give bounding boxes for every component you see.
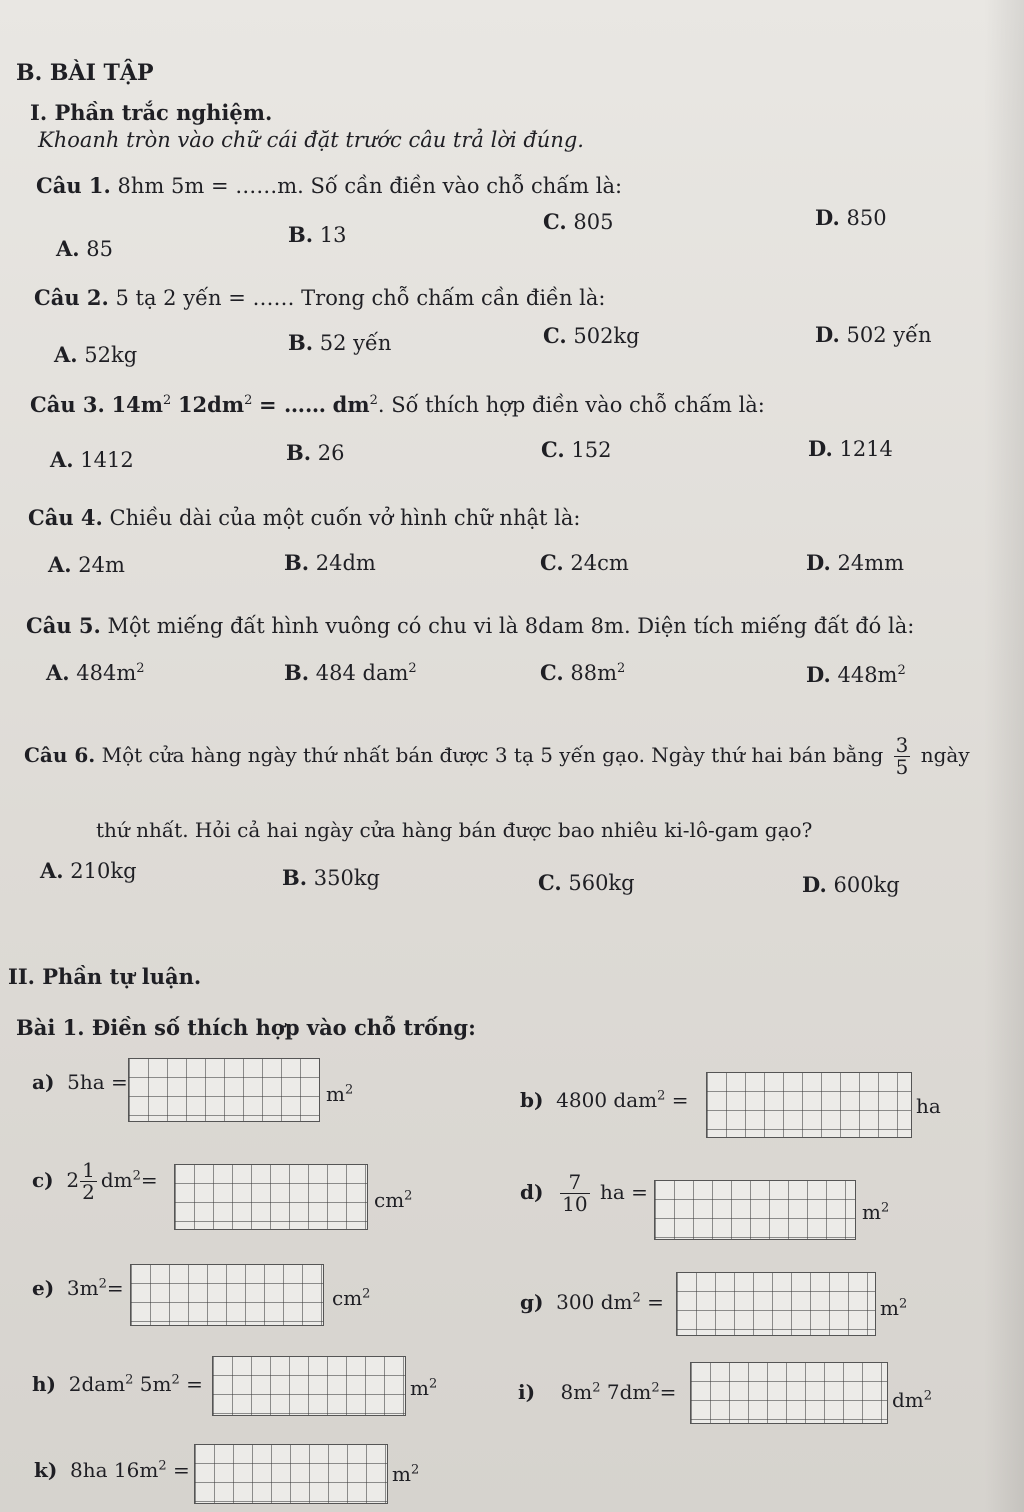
question-5 — [26, 613, 914, 638]
question-4-label: Câu 4. — [28, 505, 103, 530]
item-g-unit: $m^2$ — [880, 1296, 908, 1320]
item-k-unit: $m^2$ — [392, 1462, 420, 1486]
item-d-expression: d) $\frac{7}{10}$ ha = — [520, 1170, 648, 1216]
item-b-answer-grid[interactable] — [706, 1072, 912, 1138]
item-g-expression: g) 300 $dm^2$ = — [520, 1290, 664, 1314]
q4-option-c[interactable]: C. 24cm — [540, 550, 629, 575]
item-k-answer-grid[interactable] — [194, 1444, 388, 1504]
question-2 — [34, 285, 605, 310]
item-c-answer-grid[interactable] — [174, 1164, 368, 1230]
q3-option-d[interactable]: D. 1214 — [808, 436, 893, 461]
fraction-one-half: $\frac{1}{2}$ — [82, 1158, 95, 1204]
question-1-expression: 8hm 5m = ……m. — [117, 174, 304, 198]
q6-option-c[interactable]: C. 560kg — [538, 870, 635, 895]
item-i-answer-grid[interactable] — [690, 1362, 888, 1424]
q2-option-a[interactable]: A. 52kg — [54, 342, 138, 367]
question-3: Câu 3. $14m^2$ $12dm^2$ = …… $dm^2$. Số thích hợp điền vào chỗ chấm là: — [30, 392, 765, 417]
item-i-unit: $dm^2$ — [892, 1388, 933, 1412]
question-6-continuation: thứ nhất. Hỏi cả hai ngày cửa hàng bán được bao nhiêu ki-lô-gam gạo? — [96, 818, 813, 842]
item-a-answer-grid[interactable] — [128, 1058, 320, 1122]
question-2-prompt: Trong chỗ chấm cần điền là: — [301, 286, 606, 310]
question-3-label: Câu 3. — [30, 392, 105, 417]
item-i-expression: i) $8m^2$ $7dm^2=$ — [518, 1380, 677, 1404]
item-b-expression: b) 4800 dam$^2$ = — [520, 1088, 689, 1112]
q5-option-b[interactable]: B. 484 dam$^2$ — [284, 660, 417, 685]
q4-option-d[interactable]: D. 24mm — [806, 550, 905, 575]
item-g-answer-grid[interactable] — [676, 1272, 876, 1336]
item-c-expression: c) 2 $\frac{1}{2}$ $dm^2=$ — [32, 1158, 158, 1204]
item-d-answer-grid[interactable] — [654, 1180, 856, 1240]
question-6: Câu 6. Một cửa hàng ngày thứ nhất bán được 3 tạ 5 yến gạo. Ngày thứ hai bán bằng $\frac{3}{5}$ ngày — [24, 733, 970, 779]
q1-option-b[interactable]: B. 13 — [288, 222, 347, 247]
item-d-unit: $m^2$ — [862, 1200, 890, 1224]
question-5-label: Câu 5. — [26, 613, 101, 638]
section-b-heading: B. BÀI TẬP — [16, 60, 154, 86]
q3-option-b[interactable]: B. 26 — [286, 440, 345, 465]
item-k-expression: k) 8ha $16m^2$ = — [34, 1458, 190, 1482]
part2-title: II. Phần tự luận. — [8, 964, 202, 989]
question-6-prompt: Một cửa hàng ngày thứ nhất bán được 3 tạ 5 yến gạo. Ngày thứ hai bán bằng — [101, 743, 884, 767]
item-b-unit: ha — [916, 1094, 941, 1118]
part1-instruction: Khoanh tròn vào chữ cái đặt trước câu trả lời đúng. — [38, 128, 584, 152]
item-e-answer-grid[interactable] — [130, 1264, 324, 1326]
q3-option-c[interactable]: C. 152 — [541, 437, 612, 462]
q2-option-d[interactable]: D. 502 yến — [815, 322, 932, 347]
item-h-answer-grid[interactable] — [212, 1356, 406, 1416]
question-2-label: Câu 2. — [34, 285, 109, 310]
question-4 — [28, 505, 580, 530]
q6-option-a[interactable]: A. 210kg — [40, 858, 137, 883]
q4-option-b[interactable]: B. 24dm — [284, 550, 376, 575]
q6-option-d[interactable]: D. 600kg — [802, 872, 900, 897]
q5-option-c[interactable]: C. $88m^2$ — [540, 660, 626, 685]
q2-option-c[interactable]: C. 502kg — [543, 323, 640, 348]
q3-option-a[interactable]: A. 1412 — [50, 447, 134, 472]
question-1-prompt: Số cần điền vào chỗ chấm là: — [310, 174, 623, 198]
q6-option-b[interactable]: B. 350kg — [282, 865, 381, 890]
question-3-prompt: . Số thích hợp điền vào chỗ chấm là: — [377, 393, 765, 417]
question-4-prompt: Chiều dài của một cuốn vở hình chữ nhật là: — [109, 506, 581, 530]
q5-option-d[interactable]: D. $448m^2$ — [806, 662, 906, 687]
q5-option-a[interactable]: A. $484m^2$ — [46, 660, 145, 685]
q1-option-a[interactable]: A. 85 — [56, 236, 114, 261]
item-a-expression: a) 5ha = — [32, 1070, 128, 1094]
question-5-prompt: Một miếng đất hình vuông có chu vi là 8dam 8m. Diện tích miếng đất đó là: — [107, 614, 915, 638]
item-e-unit: $cm^2$ — [332, 1286, 371, 1310]
question-1-label: Câu 1. — [36, 173, 111, 198]
question-1 — [36, 173, 622, 198]
fraction-three-fifths: $\frac{3}{5}$ — [895, 733, 909, 779]
question-6-label: Câu 6. — [24, 743, 96, 767]
item-c-unit: $cm^2$ — [374, 1188, 413, 1212]
question-2-expression: 5 tạ 2 yến = …… — [115, 286, 295, 310]
q4-option-a[interactable]: A. 24m — [48, 552, 125, 577]
item-h-unit: $m^2$ — [410, 1376, 438, 1400]
item-a-unit: $m^2$ — [326, 1082, 354, 1106]
bai1-instruction: Bài 1. Điền số thích hợp vào chỗ trống: — [16, 1015, 476, 1040]
part1-title: I. Phần trắc nghiệm. — [30, 100, 273, 125]
q1-option-d[interactable]: D. 850 — [815, 205, 887, 230]
fraction-seven-tenths: $\frac{7}{10}$ — [562, 1170, 588, 1216]
q1-option-c[interactable]: C. 805 — [543, 209, 614, 234]
item-e-expression: e) $3m^2=$ — [32, 1276, 124, 1300]
item-h-expression: h) 2dam$^2$ $5m^2$ = — [32, 1372, 203, 1396]
q2-option-b[interactable]: B. 52 yến — [288, 330, 392, 355]
